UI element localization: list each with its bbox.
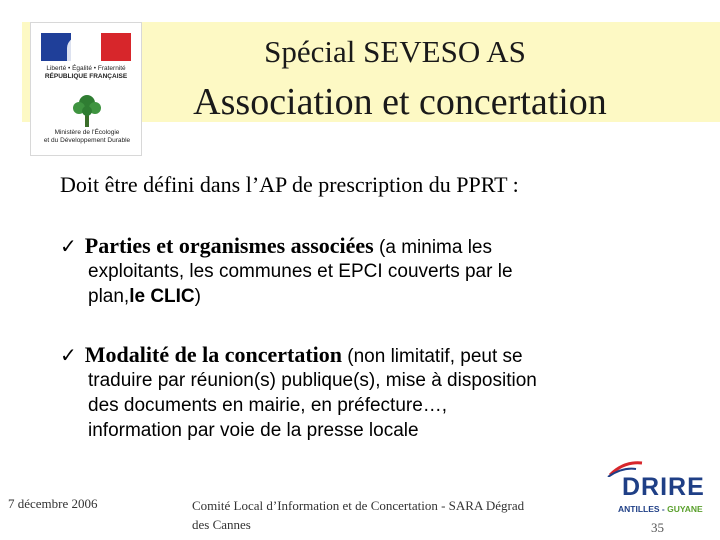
ministere-logo: [37, 91, 135, 153]
bullet-line: plan,le CLIC): [88, 286, 201, 307]
bullet-line: information par voie de la presse locale: [88, 420, 419, 441]
bullet-heading: Parties et organismes associées: [84, 233, 374, 258]
republique-motto: Liberté • Égalité • Fraternité: [46, 65, 126, 72]
ministere-line-1: Ministère de l'Écologie: [54, 129, 120, 136]
drire-logo: [604, 459, 708, 517]
marianne-icon: [67, 35, 101, 61]
slide-title: Association et concertation: [193, 81, 607, 123]
checkmark-icon: ✓: [60, 343, 77, 367]
footer-event: [192, 496, 592, 534]
drire-wordmark: DRIRE: [622, 473, 705, 501]
clic-label: le CLIC: [129, 286, 195, 307]
tree-icon: [71, 93, 103, 129]
bullet-line: traduire par réunion(s) publique(s), mise à disposition: [88, 370, 537, 391]
bullet-heading: Modalité de la concertation: [84, 342, 342, 367]
logos-panel: [30, 22, 142, 156]
bullet-text: (non limitatif, peut se: [342, 346, 523, 367]
page-number: 35: [651, 520, 664, 535]
footer-event-line-2: des Cannes: [192, 517, 251, 532]
bullet-line: exploitants, les communes et EPCI couverts par le: [88, 261, 513, 282]
bullet-line: des documents en mairie, en préfecture…,: [88, 395, 448, 416]
checkmark-icon: ✓: [60, 234, 77, 258]
footer-date: 7 décembre 2006: [8, 496, 98, 511]
intro-text: Doit être défini dans l’AP de prescription du PPRT :: [60, 172, 519, 197]
slide-subtitle: Spécial SEVESO AS: [264, 34, 526, 69]
ministere-line-2: et du Développement Durable: [43, 137, 131, 144]
drire-region: ANTILLES - GUYANE: [618, 504, 703, 514]
bullet-parties: [60, 233, 680, 309]
footer-event-line-1: Comité Local d’Information et de Concertation - SARA Dégrad: [192, 498, 525, 513]
republique-label: RÉPUBLIQUE FRANÇAISE: [44, 73, 128, 80]
bullet-modalite: [60, 342, 680, 443]
republique-francaise-logo: [37, 29, 135, 87]
bullet-text: (a minima les: [373, 237, 492, 258]
